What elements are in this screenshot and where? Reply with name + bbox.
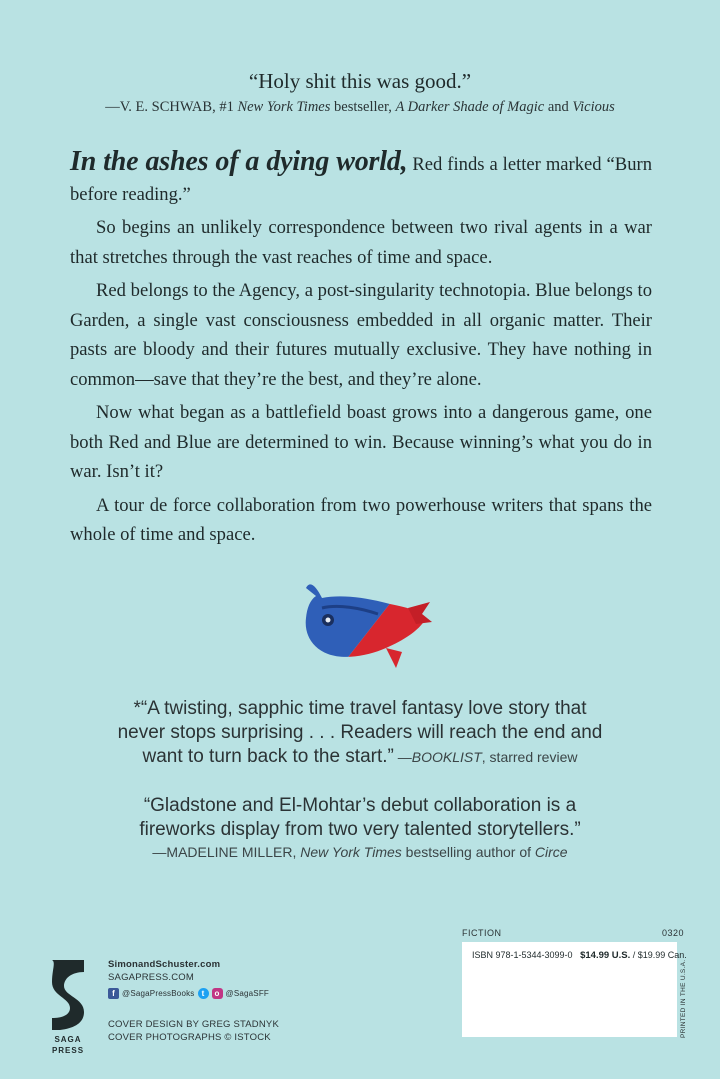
barcode-header <box>462 928 684 938</box>
review-line <box>0 745 720 769</box>
review-text: want to turn back to the start.” <box>142 746 394 767</box>
review-madeline-miller <box>0 794 720 862</box>
attribution-author: —V. E. SCHWAB, #1 <box>105 99 238 115</box>
genre-label: FICTION <box>462 928 502 938</box>
instagram-handle: @SagaSFF <box>225 989 270 998</box>
printed-in-label: PRINTED IN THE U.S.A. <box>680 959 687 1038</box>
twitter-icon: t <box>198 988 209 999</box>
review-attribution <box>0 842 720 862</box>
isbn-price-line <box>472 950 687 961</box>
publisher-site-1: SimonandSchuster.com <box>108 959 221 970</box>
review-line: fireworks display from two very talented storytellers.” <box>139 819 581 840</box>
review-attribution-text: , starred review <box>481 749 578 765</box>
review-line: never stops surprising . . . Readers will reach the end and <box>117 722 603 743</box>
credit-design: COVER DESIGN BY GREG STADNYK <box>108 1019 280 1030</box>
review-attribution-text: bestselling author of <box>401 844 535 860</box>
blurb-paragraph-3: Red belongs to the Agency, a post-singularity technotopia. Blue belongs to Garden, a single vast consciousness embedded in all organic matter. Their pasts are bloody and their futures mutually exclusive. They have nothing in common—save that they’re the best, and they’re alone. <box>70 280 652 390</box>
attribution-text: and <box>544 99 573 115</box>
publisher-info <box>108 958 368 1044</box>
review-attribution-dash: — <box>393 749 412 765</box>
publisher-site-2: SAGAPRESS.COM <box>108 972 195 983</box>
social-links <box>108 987 368 1000</box>
attribution-book-1: A Darker Shade of Magic <box>395 99 545 115</box>
review-attribution-publication: New York Times <box>300 844 402 860</box>
barcode-area <box>460 928 690 1043</box>
saga-press-logo <box>46 956 90 1056</box>
logo-word-press: PRESS <box>51 1046 85 1055</box>
endorsement-text: “Holy shit this was good.” <box>248 69 472 93</box>
review-line: *“A twisting, sapphic time travel fantasy love story that <box>133 698 587 719</box>
review-attribution-source: BOOKLIST <box>411 749 482 765</box>
facebook-icon: f <box>108 988 119 999</box>
logo-word-saga: SAGA <box>54 1035 82 1044</box>
attribution-book-2: Vicious <box>572 99 615 115</box>
review-attribution-book: Circe <box>534 844 568 860</box>
price-can: / $19.99 Can. <box>630 950 687 960</box>
review-attribution-author: —MADELINE MILLER, <box>152 844 301 860</box>
blurb-lead: In the ashes of a dying world, <box>70 146 408 177</box>
review-line: “Gladstone and El-Mohtar’s debut collaboration is a <box>143 795 577 816</box>
blurb-paragraph-5: A tour de force collaboration from two powerhouse writers that spans the whole of time and space. <box>70 494 652 545</box>
review-booklist <box>0 697 720 769</box>
book-blurb <box>70 147 652 554</box>
blurb-paragraph-2: So begins an unlikely correspondence between two rival agents in a war that stretches through the vast reaches of time and space. <box>70 217 652 268</box>
endorsement-attribution <box>0 97 720 117</box>
attribution-text: bestseller, <box>330 99 396 115</box>
cover-credits <box>108 1018 368 1044</box>
price-code: 0320 <box>661 928 684 938</box>
endorsement-quote-top <box>0 68 720 117</box>
blurb-paragraph-1 <box>70 147 652 209</box>
price-us: $14.99 U.S. <box>580 950 631 961</box>
facebook-handle: @SagaPressBooks <box>122 989 195 998</box>
blurb-text: Red finds a letter marked “Burn before reading.” <box>70 154 652 205</box>
isbn-number: ISBN 978-1-5344-3099-0 <box>472 950 573 960</box>
instagram-icon: o <box>212 988 223 999</box>
attribution-publication: New York Times <box>237 99 331 115</box>
credit-photos: COVER PHOTOGRAPHS © ISTOCK <box>108 1032 271 1043</box>
bird-illustration <box>298 578 432 670</box>
blurb-paragraph-4: Now what began as a battlefield boast grows into a dangerous game, one both Red and Blue are determined to win. Because winning’s what you do in war. Isn’t it? <box>70 402 652 482</box>
